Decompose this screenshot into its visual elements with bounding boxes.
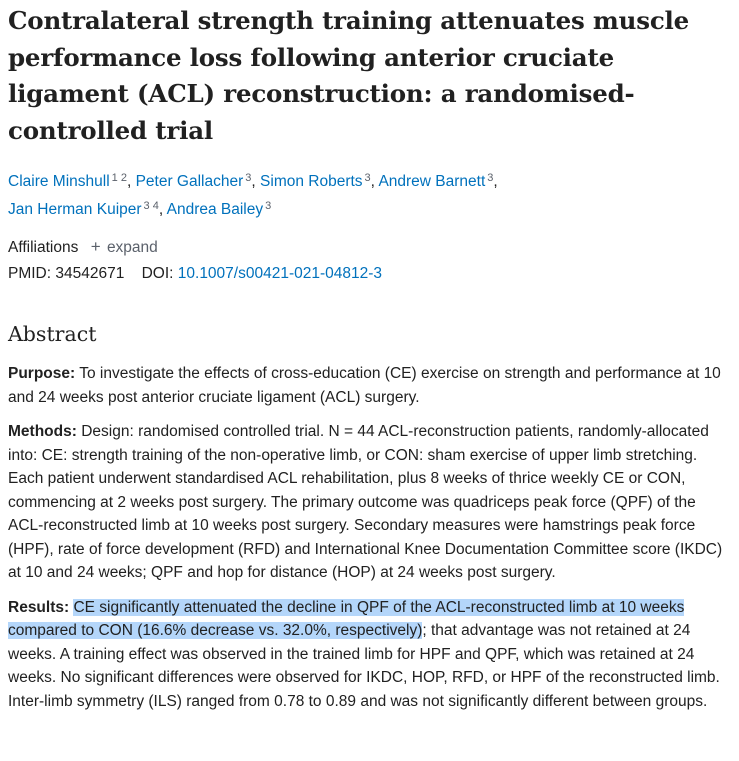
author-affiliation-ref[interactable]: 3 (364, 172, 371, 184)
author-name: Andrew Barnett (378, 173, 486, 190)
article-meta (8, 234, 733, 287)
author-list: Claire Minshull $^{1 2}$, Peter Gallacher $^3$, Simon Roberts $^3$, Andrew Barnett $^3$, Jan Herman Kuiper $^{3 4}$, Andrea Bailey $^3$ (8, 172, 498, 218)
author-link[interactable] (8, 201, 159, 218)
expand-label: expand (106, 239, 158, 256)
abstract-purpose (8, 362, 733, 409)
selected-text-highlight[interactable]: CE significantly attenuated the decline in QPF of the ACL-reconstructed limb at 10 weeks compared to CON (16.6% decrease vs. 32.0%, respectively) (8, 598, 685, 639)
abstract-results (8, 596, 733, 714)
methods-text: Design: randomised controlled trial. N = 44 ACL-reconstruction patients, randomly-allocated into: CE: strength training of the non-operative limb, or CON: sham exercise of upper limb stretching. Each patient underwent standardised ACL rehabilitation, plus 8 weeks of thrice weekly CE or CON, commencing at 2 weeks post surgery. The primary outcome was quadriceps peak force (QPF) of the ACL-reconstructed limb at 10 weeks post surgery. Secondary measures were hamstrings peak force (HPF), rate of force development (RFD) and International Knee Documentation Committee score (IKDC) at 10 and 24 weeks; QPF and hop for distance (HOP) at 24 weeks post surgery. (8, 423, 723, 581)
author-name: Claire Minshull (8, 173, 110, 190)
affiliations-row (8, 234, 733, 261)
author-link[interactable] (136, 173, 252, 190)
results-text: ; that advantage was not retained at 24 weeks. A training effect was observed in the trained limb for HPF and QPF, which was retained at 24 weeks. No significant differences were observed for IKDC, HOP, RFD, or HPF of the reconstructed limb. Inter-limb symmetry (ILS) ranged from 0.78 to 0.89 and was not significantly different between groups. (8, 622, 720, 710)
affiliations-label: Affiliations (8, 239, 79, 256)
abstract-methods (8, 420, 733, 585)
purpose-label: Purpose: (8, 365, 76, 382)
pmid-value: 34542671 (55, 265, 125, 282)
author-affiliation-ref[interactable]: 3 4 (143, 200, 159, 212)
methods-label: Methods: (8, 423, 77, 440)
author-name: Simon Roberts (260, 173, 363, 190)
author-affiliation-ref[interactable]: 3 (487, 172, 494, 184)
author-affiliation-ref[interactable]: 1 2 (111, 172, 127, 184)
author-affiliation-ref[interactable]: 3 (265, 200, 272, 212)
affiliations-expand-toggle[interactable] (91, 239, 158, 256)
author-name: Jan Herman Kuiper (8, 201, 142, 218)
author-name: Peter Gallacher (135, 173, 244, 190)
article-page (8, 0, 733, 713)
abstract-heading: Abstract (8, 322, 97, 346)
author-name: Andrea Bailey (166, 201, 264, 218)
doi-link[interactable]: 10.1007/s00421-021-04812-3 (177, 265, 383, 282)
author-link[interactable] (378, 173, 493, 190)
author-link[interactable] (8, 173, 127, 190)
purpose-text: To investigate the effects of cross-education (CE) exercise on strength and performance at 10 and 24 weeks post anterior cruciate ligament (ACL) surgery. (8, 365, 721, 406)
results-label: Results: (8, 598, 70, 616)
author-link[interactable] (167, 201, 272, 218)
author-affiliation-ref[interactable]: 3 (245, 172, 252, 184)
identifiers-row (8, 261, 733, 287)
doi-label: DOI: (141, 265, 174, 282)
author-link[interactable] (260, 173, 371, 190)
pmid-label: PMID: (8, 265, 52, 282)
article-title: Contralateral strength training attenuates muscle performance loss following anterior cruciate ligament (ACL) reconstruction: a randomised-controlled trial (8, 6, 690, 145)
plus-icon: + (90, 237, 101, 256)
